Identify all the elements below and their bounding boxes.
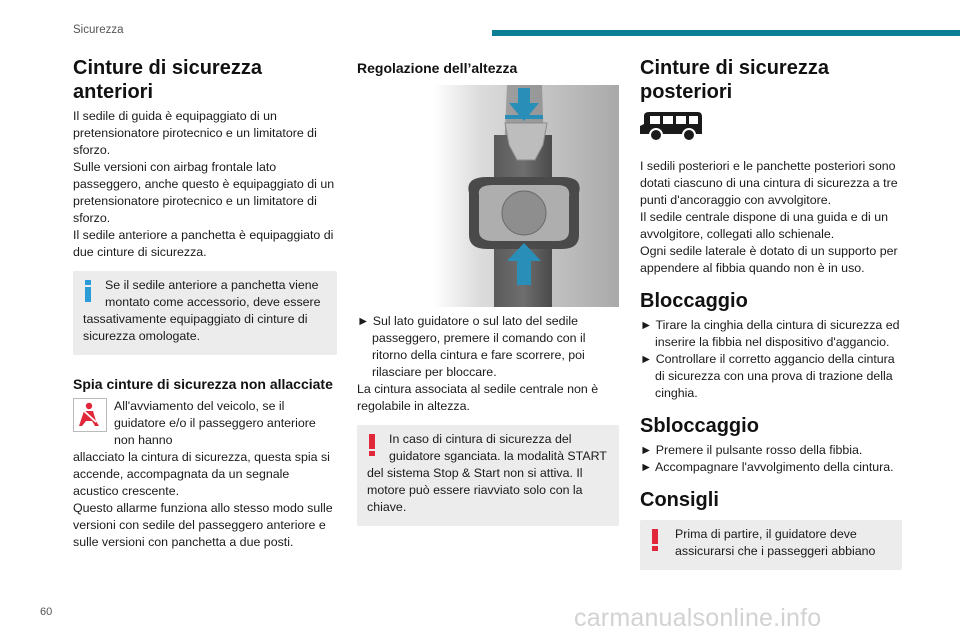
lock-step2: ► Controllare il corretto aggancio della cintura di sicurezza con una prova di trazione della cinghia.	[640, 352, 895, 400]
belt-warning-block	[73, 398, 337, 551]
rear-belts-p2: Il sedile centrale dispone di una guida e di un avvolgitore, collegati allo schienale.	[640, 210, 888, 241]
belt-warning-subtitle: Spia cinture di sicurezza non allacciate	[73, 376, 333, 392]
warning-icon	[365, 433, 379, 457]
warning-note-start	[357, 425, 619, 526]
belt-warning-p1-rest: allacciato la cintura di sicurezza, questa spia si accende, accompagnata da un segnale acustico crescente.	[73, 450, 330, 498]
unlock-step1: ► Premere il pulsante rosso della fibbia.	[640, 443, 863, 457]
van-icon	[640, 110, 704, 144]
tips-title: Consigli	[640, 489, 719, 511]
seatbelt-warning-icon	[73, 398, 107, 432]
info-note-rest: tassativamente equipaggiato di cinture di sicurezza omologate.	[83, 312, 308, 343]
column-rear-belts	[640, 56, 902, 570]
unlock-title: Sbloccaggio	[640, 415, 759, 437]
belt-warning-p1: All'avviamento del veicolo, se il guidatore e/o il passeggero anteriore non hanno	[114, 399, 316, 447]
warning-note-tips-text: Prima di partire, il guidatore deve assicurarsi che i passeggeri abbiano	[675, 527, 876, 558]
unlock-step2: ► Accompagnare l'avvolgimento della cintura.	[640, 460, 894, 474]
rear-belts-title: Cinture di sicurezza posteriori	[640, 57, 829, 103]
warning-note-tips	[640, 520, 902, 570]
info-note	[73, 271, 337, 355]
info-note-first: Se il sedile anteriore a panchetta viene montato come accessorio, deve essere	[105, 278, 321, 309]
warning-note-start-rest: del sistema Stop & Start non si attiva. Il motore può essere riavviato solo con la chiave.	[367, 466, 583, 514]
front-belts-title: Cinture di sicurezza anteriori	[73, 57, 262, 103]
height-adjust-illustration	[357, 85, 619, 307]
rear-belts-p3: Ogni sedile laterale è dotato di un supporto per appendere al fibbia quando non è in uso.	[640, 244, 898, 275]
belt-warning-p2: Questo allarme funziona allo stesso modo sulle versioni con sedile del passeggero anteriore e sulle versioni con panchetta a due posti.	[73, 501, 333, 549]
height-adjust-title: Regolazione dell’altezza	[357, 60, 518, 76]
warning-icon	[648, 528, 662, 552]
column-height-adjust	[357, 56, 619, 526]
front-belts-p2: Sulle versioni con airbag frontale lato passeggero, anche questo è equipaggiato di un pretensionatore pirotecnico e un limitatore di sforzo.	[73, 160, 335, 225]
warning-note-start-first: In caso di cintura di sicurezza del guidatore sganciata. la modalità START	[389, 432, 607, 463]
lock-title: Bloccaggio	[640, 290, 748, 312]
watermark: carmanualsonline.info	[574, 604, 822, 632]
section-label: Sicurezza	[73, 24, 124, 36]
page-number: 60	[40, 606, 53, 618]
height-adjust-step1: ► Sul lato guidatore o sul lato del sedile passeggero, premere il comando con il ritorno della cintura e fare scorrere, poi rilasciare per bloccare.	[357, 314, 586, 379]
front-belts-p1: Il sedile di guida è equipaggiato di un pretensionatore pirotecnico e un limitatore di sforzo.	[73, 109, 317, 157]
height-adjust-p1: La cintura associata al sedile centrale non è regolabile in altezza.	[357, 382, 599, 413]
info-icon	[81, 279, 95, 303]
lock-step1: ► Tirare la cinghia della cintura di sicurezza ed inserire la fibbia nel dispositivo d'aggancio.	[640, 318, 900, 349]
header-accent-bar	[492, 30, 960, 36]
column-front-belts	[73, 56, 337, 551]
rear-belts-p1: I sedili posteriori e le panchette posteriori sono dotati ciascuno di una cintura di sicurezza a tre punti d'ancoraggio con avvolgitore.	[640, 159, 898, 207]
front-belts-p3: Il sedile anteriore a panchetta è equipaggiato di due cinture di sicurezza.	[73, 228, 334, 259]
